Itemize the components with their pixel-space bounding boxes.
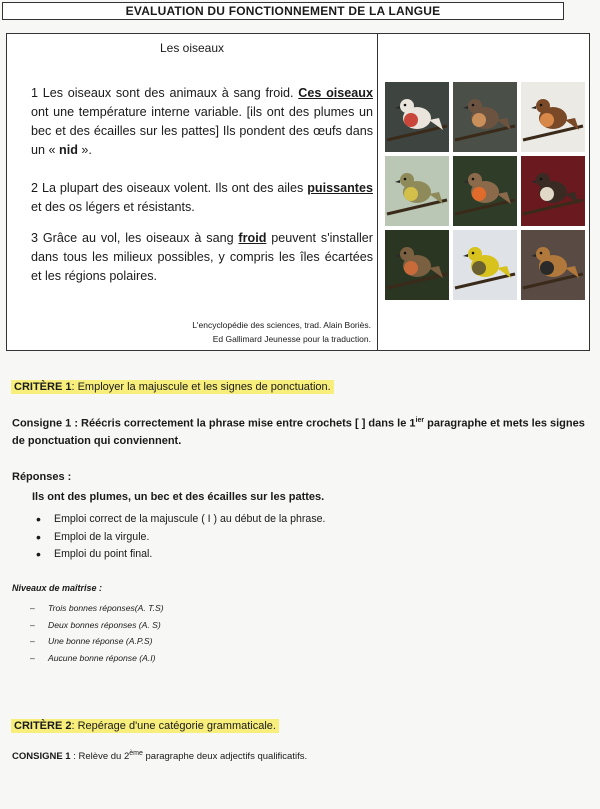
- bird-photo: [521, 230, 585, 300]
- consigne-2-sup: ème: [129, 750, 143, 757]
- p1-text-a: 1 Les oiseaux sont des animaux à sang froid.: [31, 86, 299, 100]
- source-line-2: Ed Gallimard Jeunesse pour la traduction.: [212, 334, 371, 344]
- critere-1-banner: [11, 380, 334, 394]
- critere-2-banner: [11, 719, 279, 733]
- reponses-heading: Réponses :: [12, 471, 72, 483]
- p1-text-c: ont une température interne variable. [ils ont des plumes un bec et des écailles sur les pattes] Ils pondent des œufs dans un «: [31, 105, 373, 157]
- bird-photo: [385, 230, 449, 300]
- consigne-1-sup: ier: [415, 417, 425, 424]
- bird-photo: [453, 230, 517, 300]
- list-item: – Une bonne réponse (A.P.S): [30, 633, 164, 650]
- p2-underlined: puissantes: [307, 181, 373, 195]
- bird-photo: [385, 156, 449, 226]
- consigne-1-text-a: Consigne 1 : Réécris correctement la phrase mise entre crochets [ ] dans le 1: [12, 417, 416, 430]
- list-item: – Trois bonnes réponses(A. T.S): [30, 600, 164, 617]
- bird-photo: [385, 82, 449, 152]
- bird-photo: [453, 82, 517, 152]
- bird-photo: [521, 156, 585, 226]
- list-item: • Emploi du point final.: [36, 546, 325, 564]
- critere-2-text: : Repérage d'une catégorie grammaticale.: [71, 720, 276, 732]
- p3-underlined: froid: [238, 231, 267, 245]
- p2-text-a: 2 La plupart des oiseaux volent. Ils ont des ailes: [31, 181, 308, 195]
- p2-text-c: et des os légers et résistants.: [31, 200, 195, 214]
- paragraph-1: [31, 84, 373, 160]
- list-item: • Emploi correct de la majuscule ( I ) au début de la phrase.: [36, 511, 325, 529]
- consigne-1-text-b: paragraphe et mets les signes de ponctuation qui conviennent.: [12, 417, 585, 447]
- niveaux-heading: Niveaux de maîtrise :: [12, 583, 103, 593]
- critere-2-label: CRITÈRE 2: [14, 720, 72, 732]
- reponses-bullet-list: [36, 511, 325, 564]
- paragraph-3: [31, 229, 373, 286]
- consigne-1: [12, 412, 592, 450]
- p3-text-c: peuvent s'installer dans tous les milieux possibles, y compris les îles écartées et les régions polaires.: [31, 231, 373, 283]
- reponses-sentence: Ils ont des plumes, un bec et des écailles sur les pattes.: [32, 491, 325, 503]
- bird-photo: [521, 82, 585, 152]
- list-item: – Deux bonnes réponses (A. S): [30, 617, 164, 634]
- consigne-2-text-b: paragraphe deux adjectifs qualificatifs.: [142, 751, 308, 763]
- passage-title: Les oiseaux: [159, 41, 225, 55]
- critere-1-label: CRITÈRE 1: [14, 381, 72, 393]
- evaluation-title: EVALUATION DU FONCTIONNEMENT DE LA LANGUE: [2, 2, 564, 20]
- critere-1-text: : Employer la majuscule et les signes de ponctuation.: [71, 381, 331, 393]
- p1-underlined: Ces oiseaux: [298, 86, 373, 100]
- consigne-2-text-a: : Relève du 2: [70, 751, 130, 763]
- niveaux-list: [30, 600, 164, 666]
- p1-bold-nid: nid: [59, 143, 78, 157]
- consigne-2-label: CONSIGNE 1: [12, 751, 71, 763]
- bird-photo: [453, 156, 517, 226]
- list-item: – Aucune bonne réponse (A.I): [30, 650, 164, 667]
- paragraph-2: [31, 179, 373, 217]
- passage-box: [6, 33, 590, 351]
- consigne-2: [12, 745, 307, 765]
- list-item: • Emploi de la virgule.: [36, 529, 325, 547]
- passage-text-column: [7, 34, 378, 350]
- source-line-1: L'encyclopédie des sciences, trad. Alain Boriès.: [192, 320, 371, 330]
- p3-text-a: 3 Grâce au vol, les oiseaux à sang: [31, 231, 239, 245]
- p1-text-e: ».: [77, 143, 92, 157]
- bird-photos-column: [378, 34, 589, 350]
